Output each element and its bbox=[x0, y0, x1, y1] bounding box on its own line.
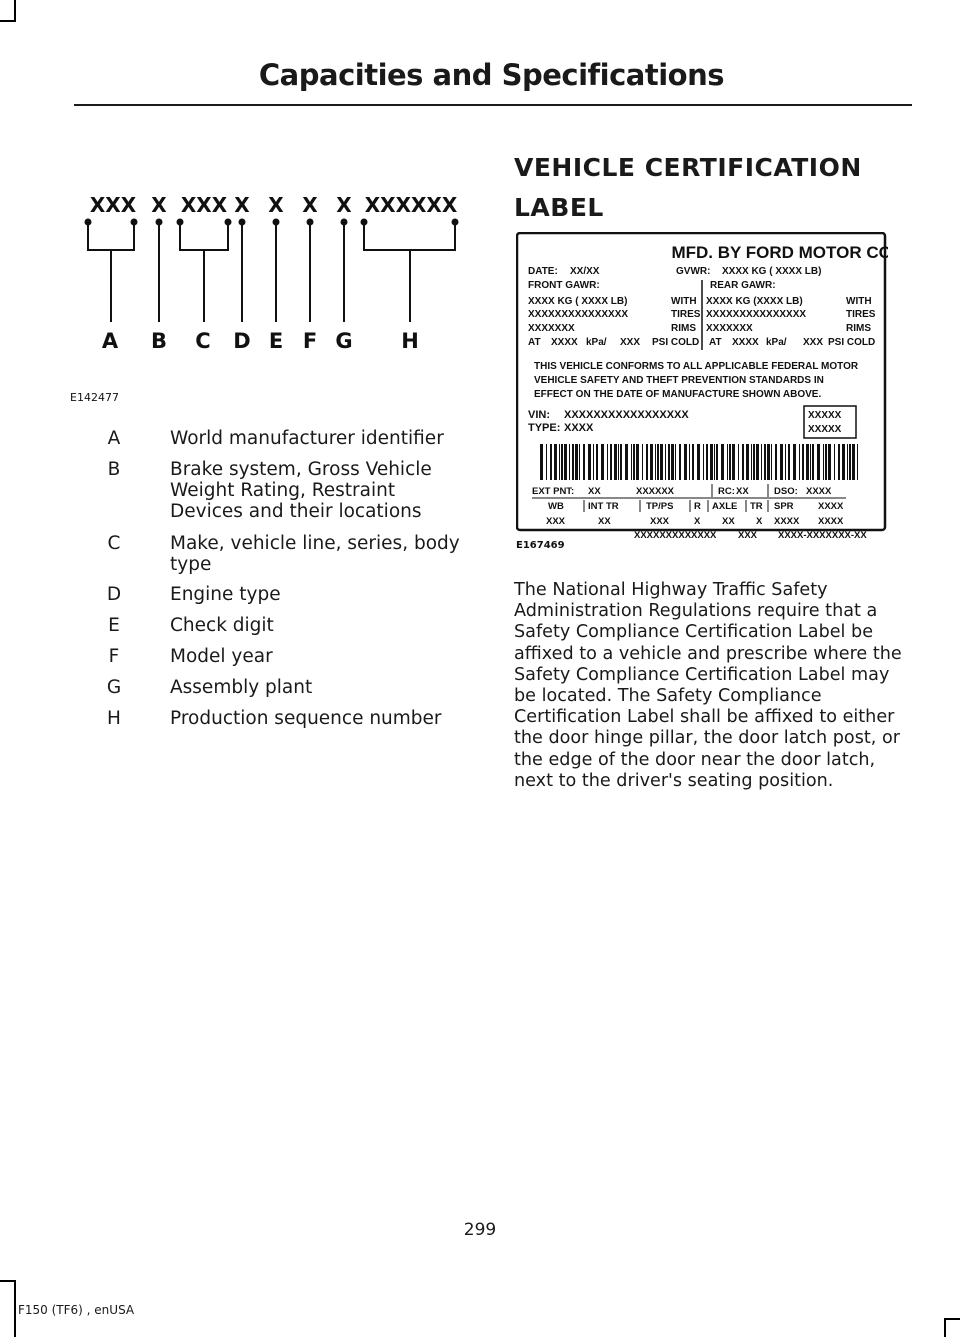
barcode-bar bbox=[668, 444, 670, 480]
crop-mark bbox=[0, 1280, 16, 1282]
legend-text: World manufacturer identifier bbox=[170, 428, 444, 449]
barcode-bar bbox=[561, 444, 563, 480]
barcode-bar bbox=[614, 444, 617, 480]
barcode-bar bbox=[716, 444, 718, 480]
vin-position-letter: A bbox=[101, 329, 119, 353]
figure-id: E167469 bbox=[516, 540, 565, 550]
label-row-value: X bbox=[756, 516, 763, 527]
label-tr: TR bbox=[750, 501, 763, 512]
barcode-bar bbox=[746, 444, 749, 480]
legend-text: Make, vehicle line, series, body type bbox=[170, 533, 460, 575]
barcode-bar bbox=[679, 444, 681, 480]
label-rim-code: XXXXXXX bbox=[528, 323, 575, 334]
label-tires: TIRES bbox=[671, 309, 701, 320]
label-row-value: XXX bbox=[546, 516, 566, 527]
label-kpa: kPa/ bbox=[586, 337, 607, 348]
vin-position-letter: F bbox=[302, 329, 318, 353]
label-front-weight: XXXX KG ( XXXX LB) bbox=[528, 296, 628, 307]
label-tires: TIRES bbox=[846, 309, 876, 320]
label-conformance-line: EFFECT ON THE DATE OF MANUFACTURE SHOWN ABOVE. bbox=[534, 389, 822, 400]
certification-label-graphic bbox=[516, 232, 888, 550]
barcode-bar bbox=[684, 444, 687, 480]
label-vin-value: XXXXXXXXXXXXXXXXX bbox=[564, 409, 689, 421]
label-dso-value: XXXX bbox=[806, 486, 832, 497]
barcode-bar bbox=[655, 444, 656, 480]
barcode-bar bbox=[761, 444, 762, 480]
label-vin-label: VIN: bbox=[528, 409, 550, 421]
label-row-value: XX bbox=[722, 516, 735, 527]
barcode-bar bbox=[703, 444, 704, 480]
barcode-bar bbox=[785, 444, 786, 480]
barcode-bar bbox=[607, 444, 608, 480]
label-with: WITH bbox=[846, 296, 872, 307]
barcode-bar bbox=[788, 444, 790, 480]
barcode-bar bbox=[706, 444, 708, 480]
barcode-bar bbox=[646, 444, 648, 480]
header-divider bbox=[74, 104, 912, 106]
vin-bracket-dots bbox=[85, 219, 459, 226]
label-row-value: XX bbox=[598, 516, 611, 527]
barcode-bar bbox=[775, 444, 777, 480]
label-row-value: XXXX bbox=[818, 516, 844, 527]
barcode-bar bbox=[806, 444, 809, 480]
label-int-tr: INT TR bbox=[588, 501, 619, 512]
barcode-bar bbox=[540, 444, 543, 480]
label-bottom-value: XXX bbox=[738, 530, 758, 541]
label-ext-pnt-code: XXXXXX bbox=[636, 486, 675, 497]
barcode-bar bbox=[710, 444, 713, 480]
label-date-value: XX/XX bbox=[570, 266, 600, 277]
label-kpa: kPa/ bbox=[766, 337, 787, 348]
barcode-bar bbox=[812, 444, 814, 480]
barcode-bar bbox=[756, 444, 759, 480]
legend-key: F bbox=[108, 646, 120, 667]
barcode-bar bbox=[689, 444, 690, 480]
barcode-bar bbox=[588, 444, 591, 480]
label-psi-value: XXX bbox=[620, 337, 641, 348]
label-ext-pnt-value: XX bbox=[588, 486, 601, 497]
barcode-bar bbox=[642, 444, 643, 480]
label-conformance-line: VEHICLE SAFETY AND THEFT PREVENTION STANDARDS IN bbox=[534, 375, 824, 386]
barcode-bar bbox=[767, 444, 770, 480]
vin-position-letter: C bbox=[195, 329, 211, 353]
label-maker: MFD. BY FORD MOTOR CO. bbox=[671, 243, 888, 262]
barcode-bar bbox=[729, 444, 731, 480]
label-box-line: XXXXX bbox=[808, 410, 842, 421]
legend-text: Check digit bbox=[170, 615, 274, 636]
vin-code-group: X bbox=[302, 193, 318, 217]
barcode-bar bbox=[764, 444, 766, 480]
crop-mark bbox=[944, 1318, 946, 1337]
barcode-bar bbox=[569, 444, 570, 480]
label-r: R bbox=[694, 501, 701, 512]
barcode-bar bbox=[610, 444, 612, 480]
barcode-bar bbox=[817, 444, 820, 480]
label-psi-cold: PSI COLD bbox=[828, 337, 876, 348]
vin-code-group: XXXXXX bbox=[364, 193, 458, 217]
legend-text: Production sequence number bbox=[170, 708, 442, 729]
label-type-value: XXXX bbox=[564, 422, 594, 434]
label-rims: RIMS bbox=[671, 323, 696, 334]
barcode-bar bbox=[742, 444, 744, 480]
label-rear-weight: XXXX KG (XXXX LB) bbox=[706, 296, 803, 307]
section-heading: VEHICLE CERTIFICATION LABEL bbox=[514, 153, 862, 222]
label-with: WITH bbox=[671, 296, 697, 307]
label-kpa-value: XXXX bbox=[551, 337, 578, 348]
legend-text: Brake system, Gross Vehicle Weight Rating, Restraint Devices and their locations bbox=[170, 459, 432, 522]
barcode-bar bbox=[559, 444, 560, 480]
barcode-bar bbox=[799, 444, 800, 480]
legend-key: D bbox=[106, 584, 122, 605]
barcode-bar bbox=[714, 444, 715, 480]
label-rc-value: XX bbox=[736, 486, 749, 497]
label-dso: DSO: bbox=[774, 486, 798, 497]
vin-code-group: X bbox=[268, 193, 284, 217]
barcode-bar bbox=[633, 444, 635, 480]
barcode-bar bbox=[697, 444, 700, 480]
barcode-bar bbox=[554, 444, 557, 480]
barcode-bar bbox=[657, 444, 659, 480]
label-bottom-value: XXXX-XXXXXXX-XX bbox=[778, 530, 867, 541]
label-bottom-value: XXXXXXXXXXXXX bbox=[634, 530, 717, 541]
barcode-bar bbox=[727, 444, 728, 480]
barcode-bar bbox=[771, 444, 772, 480]
barcode-bar bbox=[650, 444, 653, 480]
vin-position-letter: B bbox=[150, 329, 168, 353]
page-number: 299 bbox=[463, 1220, 497, 1240]
vin-diagram-graphic bbox=[70, 186, 470, 408]
crop-mark bbox=[14, 0, 16, 20]
label-row-value: XXXX bbox=[818, 501, 844, 512]
crop-mark bbox=[0, 20, 16, 22]
footer-doc-id: F150 (TF6) , enUSA bbox=[18, 1303, 135, 1317]
crop-mark bbox=[944, 1318, 960, 1320]
legend-text: Engine type bbox=[170, 584, 281, 605]
barcode-bar bbox=[675, 444, 676, 480]
barcode-bar bbox=[849, 444, 851, 480]
label-wb: WB bbox=[548, 501, 564, 512]
label-rims: RIMS bbox=[846, 323, 871, 334]
vin-bracket-lines bbox=[88, 222, 455, 322]
label-gvwr-label: GVWR: bbox=[676, 266, 711, 277]
barcode-bar bbox=[838, 444, 840, 480]
vin-diagram bbox=[70, 186, 470, 408]
legend-text: Assembly plant bbox=[170, 677, 313, 698]
vin-code-group: X bbox=[151, 193, 167, 217]
barcode-bar bbox=[738, 444, 739, 480]
legend-text: Model year bbox=[170, 646, 273, 667]
barcode-bar bbox=[751, 444, 752, 480]
barcode-bar bbox=[579, 444, 580, 480]
vin-position-letter: G bbox=[335, 329, 353, 353]
label-psi-value: XXX bbox=[803, 337, 824, 348]
label-kpa-value: XXXX bbox=[732, 337, 759, 348]
body-paragraph: The National Highway Traffic Safety Administration Regulations require that a Safety Compliance Certification Label be affixed to a vehicle and prescribe where the Safety Compliance Certification Label may be located. The Safety Compliance Certification Label shall be affixed to either the door hinge pillar, the door latch post, or the edge of the door near the door latch, next to the driver's seating position. bbox=[514, 580, 902, 791]
barcode-bar bbox=[546, 444, 547, 480]
barcode-bar bbox=[721, 444, 724, 480]
legend-key: A bbox=[107, 428, 121, 449]
label-at: AT bbox=[709, 337, 722, 348]
barcode-bar bbox=[631, 444, 632, 480]
barcode-bar bbox=[665, 444, 666, 480]
certification-label-figure bbox=[516, 232, 888, 550]
legend-key: B bbox=[107, 459, 121, 480]
label-axle: AXLE bbox=[712, 501, 738, 512]
barcode-bar bbox=[583, 444, 585, 480]
barcode-bar bbox=[834, 444, 835, 480]
barcode-bar bbox=[564, 444, 567, 480]
barcode-bar bbox=[753, 444, 755, 480]
barcode-bar bbox=[596, 444, 598, 480]
label-psi-cold: PSI COLD bbox=[652, 337, 700, 348]
legend-key: G bbox=[106, 677, 122, 698]
label-at: AT bbox=[528, 337, 541, 348]
barcode-bar bbox=[732, 444, 735, 480]
barcode-bar bbox=[575, 444, 578, 480]
label-rc: RC: bbox=[718, 486, 735, 497]
legend-key: E bbox=[108, 615, 120, 636]
vin-code-group: X bbox=[336, 193, 352, 217]
label-tp-ps: TP/PS bbox=[646, 501, 674, 512]
barcode-bar bbox=[593, 444, 594, 480]
barcode-bar bbox=[618, 444, 619, 480]
label-tire-code: XXXXXXXXXXXXXXX bbox=[706, 309, 807, 320]
barcode-bar bbox=[823, 444, 824, 480]
barcode-bar bbox=[601, 444, 604, 480]
vin-position-letter: H bbox=[401, 329, 419, 353]
figure-id: E142477 bbox=[70, 391, 119, 404]
label-rear-gawr: REAR GAWR: bbox=[710, 280, 776, 291]
barcode-bar bbox=[793, 444, 796, 480]
barcode-bar bbox=[620, 444, 622, 480]
vin-position-letter: E bbox=[268, 329, 284, 353]
vin-code-group: X bbox=[234, 193, 250, 217]
barcode-bar bbox=[842, 444, 845, 480]
label-ext-pnt: EXT PNT: bbox=[532, 486, 575, 497]
label-rim-code: XXXXXXX bbox=[706, 323, 753, 334]
barcode-bar bbox=[852, 444, 855, 480]
label-tire-code: XXXXXXXXXXXXXXX bbox=[528, 309, 629, 320]
barcode-bar bbox=[660, 444, 663, 480]
label-row-value: XXXX bbox=[774, 516, 800, 527]
barcode-bar bbox=[825, 444, 827, 480]
barcode-bar bbox=[802, 444, 804, 480]
vin-code-group: XXX bbox=[180, 193, 228, 217]
label-gvwr-value: XXXX KG ( XXXX LB) bbox=[722, 266, 822, 277]
vin-position-letter: D bbox=[233, 329, 251, 353]
label-front-gawr: FRONT GAWR: bbox=[528, 280, 600, 291]
barcode-bar bbox=[550, 444, 552, 480]
barcode-bar bbox=[857, 444, 858, 480]
page-title: Capacities and Specifications bbox=[258, 58, 724, 92]
label-date-label: DATE: bbox=[528, 266, 558, 277]
label-spr: SPR bbox=[774, 501, 794, 512]
label-row-value: X bbox=[694, 516, 701, 527]
barcode-bar bbox=[692, 444, 694, 480]
barcode-bar bbox=[625, 444, 628, 480]
barcode-bar bbox=[828, 444, 831, 480]
legend-key: H bbox=[107, 708, 121, 729]
label-box-line: XXXXX bbox=[808, 424, 842, 435]
label-conformance-line: THIS VEHICLE CONFORMS TO ALL APPLICABLE FEDERAL MOTOR bbox=[534, 361, 859, 372]
crop-mark bbox=[14, 1280, 16, 1337]
barcode-bar bbox=[810, 444, 811, 480]
vin-code-group: XXX bbox=[89, 193, 137, 217]
barcode-bar bbox=[572, 444, 574, 480]
label-row-value: XXX bbox=[650, 516, 670, 527]
barcode-bar bbox=[847, 444, 848, 480]
barcode-bar bbox=[671, 444, 674, 480]
label-type-label: TYPE: bbox=[528, 422, 561, 434]
barcode-bar bbox=[636, 444, 639, 480]
legend-key: C bbox=[107, 533, 121, 554]
barcode-bar bbox=[780, 444, 783, 480]
